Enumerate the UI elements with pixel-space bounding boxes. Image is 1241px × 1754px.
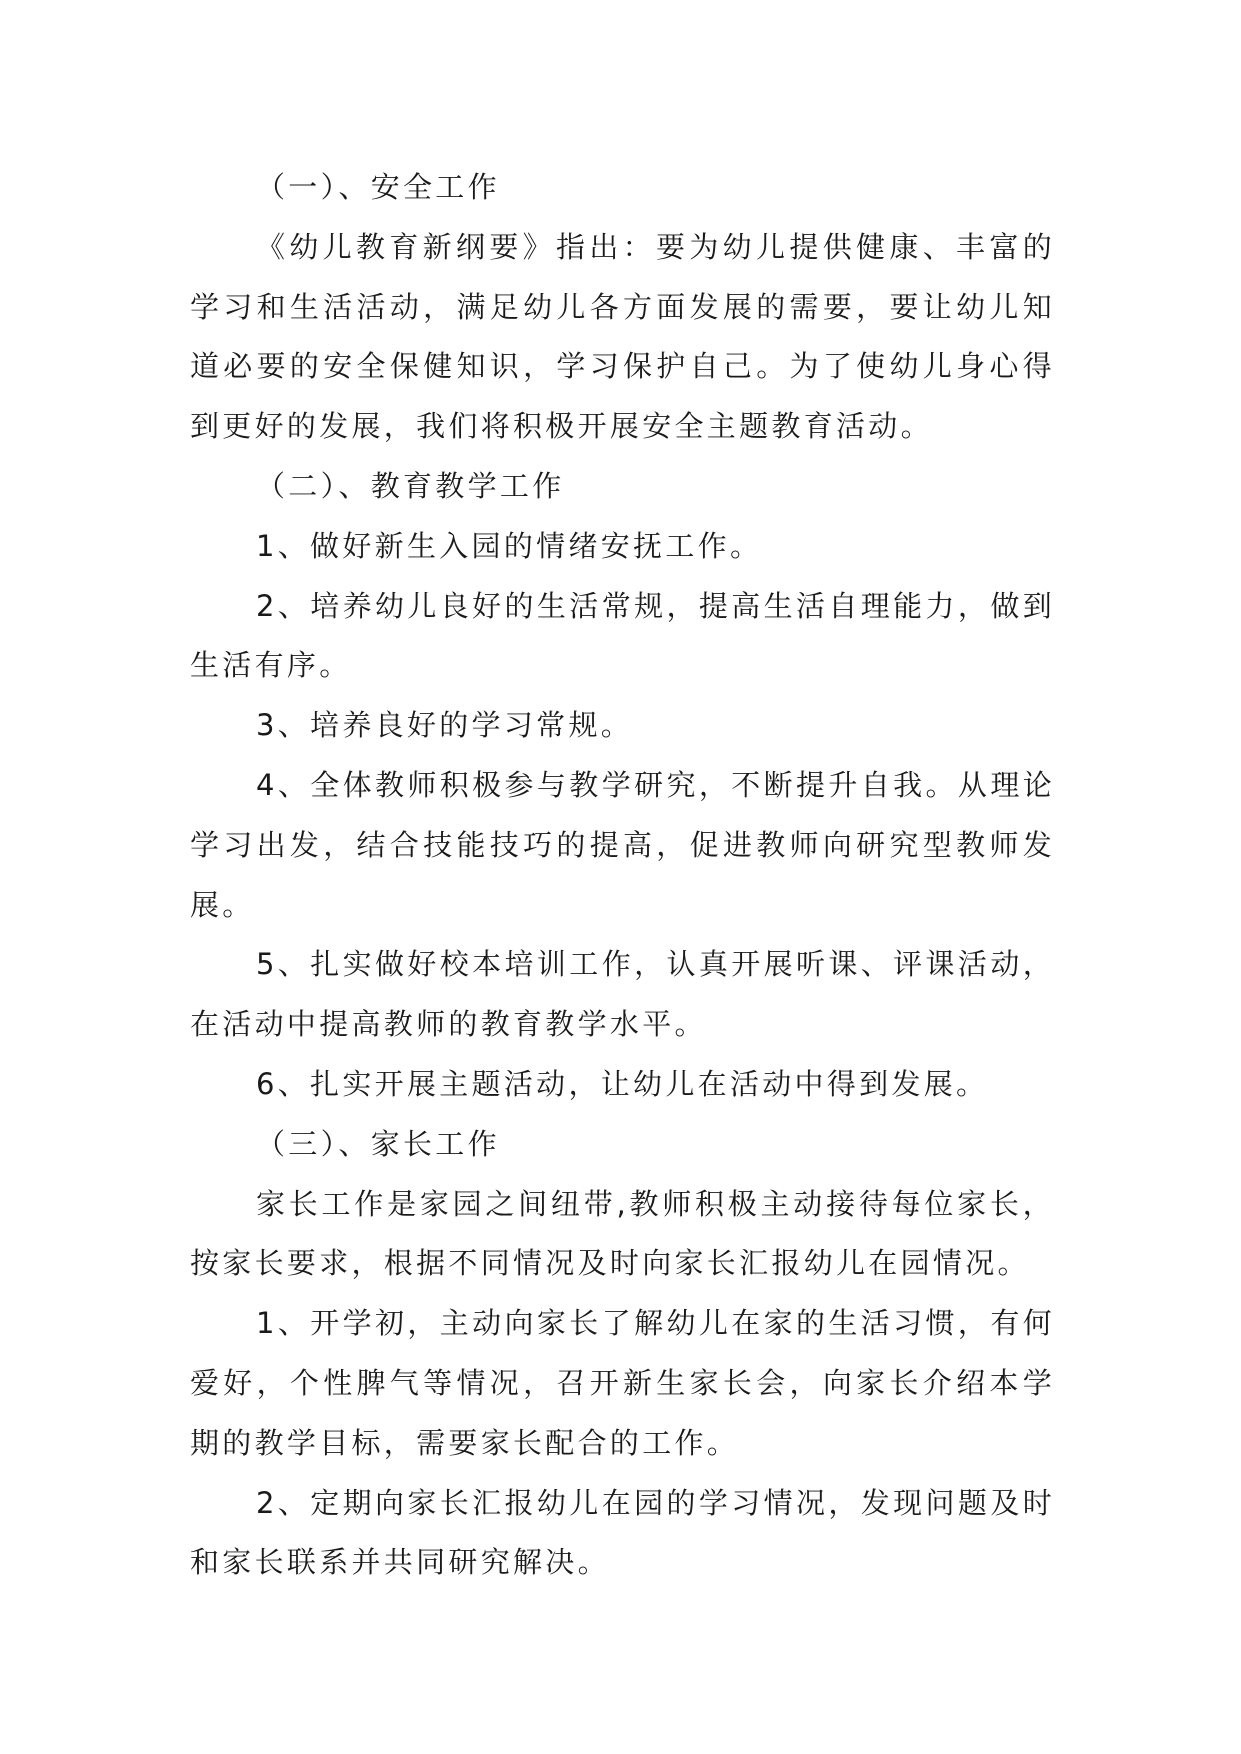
list-item-parents-1: 1、开学初，主动向家长了解幼儿在家的生活习惯，有何爱好，个性脾气等情况，召开新生家长会，向家长介绍本学期的教学目标，需要家长配合的工作。 [190, 1306, 1055, 1460]
list-item-teaching-4: 4、全体教师积极参与教学研究，不断提升自我。从理论学习出发，结合技能技巧的提高，促进教师向研究型教师发展。 [190, 767, 1055, 922]
section-heading-teaching: （二）、教育教学工作 [256, 468, 565, 503]
list-item-teaching-3: 3、培养良好的学习常规。 [256, 708, 634, 743]
document-body [190, 158, 1055, 1593]
list-item-teaching-5: 5、扎实做好校本培训工作，认真开展听课、评课活动，在活动中提高教师的教育教学水平。 [190, 947, 1055, 1042]
section-heading-parents: （三）、家长工作 [256, 1126, 500, 1161]
list-item-parents-2: 2、定期向家长汇报幼儿在园的学习情况，发现问题及时和家长联系并共同研究解决。 [190, 1485, 1055, 1580]
section-heading-safety: （一）、安全工作 [256, 170, 500, 204]
list-item-teaching-2: 2、培养幼儿良好的生活常规，提高生活自理能力，做到生活有序。 [190, 588, 1055, 683]
list-item-teaching-6: 6、扎实开展主题活动，让幼儿在活动中得到发展。 [256, 1066, 989, 1101]
paragraph-safety-intro: 《幼儿教育新纲要》指出：要为幼儿提供健康、丰富的学习和生活活动，满足幼儿各方面发展的需要，要让幼儿知道必要的安全保健知识，学习保护自己。为了使幼儿身心得到更好的发展，我们将积极开展安全主题教育活动。 [190, 229, 1055, 444]
paragraph-parents-intro: 家长工作是家园之间纽带,教师积极主动接待每位家长，按家长要求，根据不同情况及时向家长汇报幼儿在园情况。 [190, 1186, 1055, 1281]
list-item-teaching-1: 1、做好新生入园的情绪安抚工作。 [256, 528, 763, 563]
